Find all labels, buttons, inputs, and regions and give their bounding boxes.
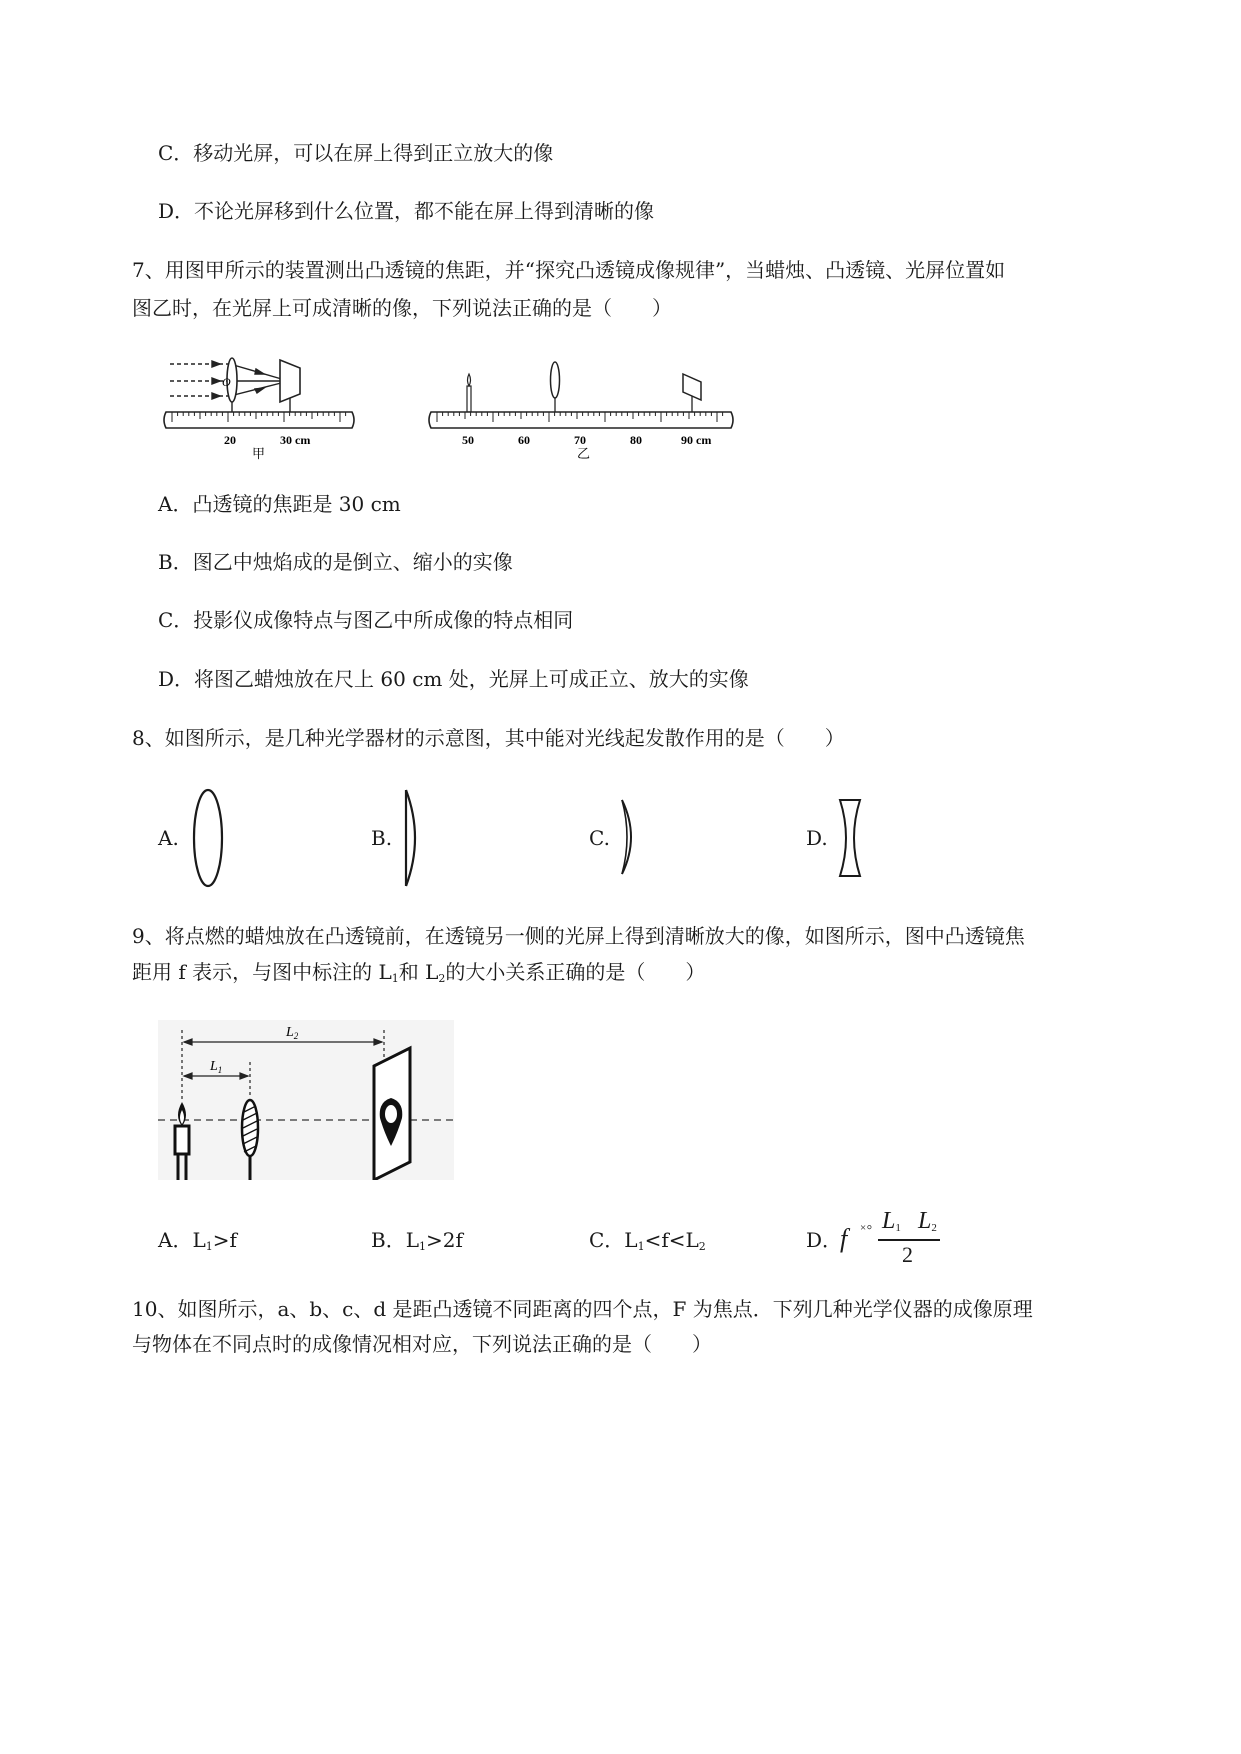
q8-stem: 8、如图所示，是几种光学器材的示意图，其中能对光线起发散作用的是（ ）: [132, 726, 845, 750]
q10-stem-line1: 10、如图所示，a、b、c、d 是距凸透镜不同距离的四个点，F 为焦点．下列几种光学仪器的成像原理: [132, 1297, 1033, 1321]
q8-figure-d-concave-lens: [834, 796, 866, 880]
q8-figure-b-plano-convex-lens: [400, 786, 430, 890]
tick-label-80: 80: [630, 433, 642, 447]
light-screen: [374, 1048, 410, 1180]
fraction-bar: [878, 1239, 940, 1241]
q9-option-c: C．$L_1<f<L_2$: [589, 1228, 706, 1253]
caption-jia: 甲: [252, 447, 266, 460]
q8-label-b: B.: [371, 826, 393, 850]
label-l1: $L_1$: [210, 1059, 223, 1075]
caption-yi: 乙: [577, 447, 591, 460]
figure-yi: [425, 352, 741, 460]
q9-option-d: D．: [806, 1228, 843, 1252]
ruler-jia: [164, 412, 354, 428]
ruler-yi: [429, 412, 733, 428]
figure-jia: [160, 352, 360, 460]
q9-option-b: B．$L_1>2f$: [371, 1228, 463, 1253]
q7-option-c: C．投影仪成像特点与图乙中所成像的特点相同: [158, 608, 574, 632]
q9-option-a: A．$L_1>f$: [158, 1228, 237, 1253]
q8-label-c: C.: [589, 826, 610, 850]
q9-stem-line2: 距用 f 表示，与图中标注的 $L_1$和 $L_2$的大小关系正确的是（ ）: [132, 960, 706, 985]
q7-option-a: A．凸透镜的焦距是 30 cm: [158, 492, 401, 516]
candle: [467, 374, 471, 412]
q7-option-d: D．将图乙蜡烛放在尺上 60 cm 处，光屏上可成正立、放大的实像: [158, 667, 749, 691]
q7-stem-line2: 图乙时，在光屏上可成清晰的像，下列说法正确的是（ ）: [132, 296, 672, 320]
q10-stem-line2: 与物体在不同点时的成像情况相对应，下列说法正确的是（ ）: [132, 1332, 712, 1356]
tick-label-50: 50: [462, 433, 474, 447]
tick-label-90cm: 90 cm: [681, 433, 712, 447]
q6-option-c: C．移动光屏，可以在屏上得到正立放大的像: [158, 141, 554, 165]
tick-label-60: 60: [518, 433, 530, 447]
q9-stem-line1: 9、将点燃的蜡烛放在凸透镜前，在透镜另一侧的光屏上得到清晰放大的像，如图所示，图中凸透镜焦: [132, 924, 1025, 948]
q8-label-a: A.: [158, 826, 179, 850]
tick-label-20: 20: [224, 433, 236, 447]
point-o-label: O: [222, 375, 231, 389]
label-l2: $L_2$: [286, 1025, 299, 1041]
convex-lens: [551, 362, 560, 398]
q7-option-b: B．图乙中烛焰成的是倒立、缩小的实像: [158, 550, 513, 574]
tick-label-70: 70: [574, 433, 586, 447]
q9-figure-candle-lens-screen: [158, 1020, 454, 1180]
light-screen: [280, 360, 300, 402]
q8-label-d: D.: [806, 826, 828, 850]
q6-option-d: D．不论光屏移到什么位置，都不能在屏上得到清晰的像: [158, 199, 655, 223]
q9-option-d-formula: f ×⸰ $L_1$ $L_2$ 2: [838, 1206, 948, 1268]
q8-figure-a-biconvex-lens: [188, 786, 228, 890]
q7-stem-line1: 7、用图甲所示的装置测出凸透镜的焦距，并“探究凸透镜成像规律”，当蜡烛、凸透镜、光屏位置如: [132, 258, 1006, 282]
q8-figure-c-meniscus-lens: [618, 798, 642, 876]
tick-label-30cm: 30 cm: [280, 433, 311, 447]
